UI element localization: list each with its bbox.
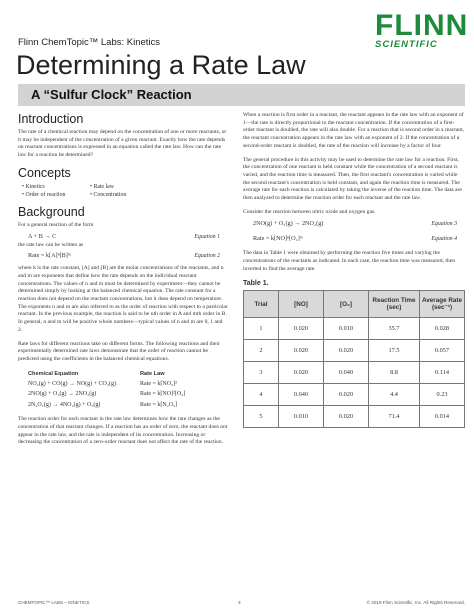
table-cell: 0.014 — [420, 406, 465, 428]
table-row — [244, 384, 465, 406]
chem-row — [28, 389, 228, 400]
left-column — [18, 112, 228, 453]
right-column — [243, 112, 465, 428]
chem-rate-law: Rate = k[N₂O₅] — [140, 401, 178, 408]
chem-header-ratelaw: Rate Law — [140, 370, 165, 377]
equation-4 — [243, 234, 465, 244]
equation-3-text: 2NO(g) + O₂(g) → 2NO₂(g) — [253, 220, 324, 228]
chem-equation: NO₂(g) + CO(g) → NO(g) + CO₂(g) — [28, 380, 116, 387]
background-paragraph: where k is the rate constant, [A] and [B] are the molar concentrations of the reactants, and n and m are exponents that define how the rate depends on the individual reactant concentrations. The values of n and m must be determined by experiment—they cannot be determined simply by looking at the balanced chemical equation. The rate constant for a reaction does not depend on the reactant concentrations, but it does depend on temperature. The exponents n and m are also referred to as the order of reaction with respect to a particular reactant. In the previous example, the reaction is said to be nth order in A and mth order in B. In general, n and m will be positive whole numbers—typical values of n and m are 0, 1 and 2. — [18, 265, 228, 333]
equation-2-tag: Equation 2 — [194, 253, 220, 260]
header-o2: [O₂] — [324, 291, 369, 318]
table-cell: 0.020 — [279, 318, 324, 340]
header-no: [NO] — [279, 291, 324, 318]
header-trial: Trial — [244, 291, 279, 318]
table-cell: 0.020 — [279, 340, 324, 362]
chem-rate-law: Rate = k[NO]²[O₂] — [140, 391, 186, 398]
order-paragraph: When a reaction is first order in a reactant, the reactant appears in the rate law with an exponent of 1—the rate is directly proportional to the reactant concentration. If the concentration of a first-order reactant is doubled, the rate will also double. For a reaction that is second order in a reactant, the reactant concentration appears in the rate law with an exponent of 2. If the concentration of a second-order reactant is doubled, the rate of the reaction will increase by a factor of four. — [243, 112, 465, 149]
concepts-heading: Concepts — [18, 165, 71, 180]
introduction-text: The rate of a chemical reaction may depend on the concentration of one or more reactants, or it may be independent of the concentration of a given reactant. Exactly how the rate depends on reactant concentrations is expressed in an equation called the rate law. How can the rate law for a reaction be determined? — [18, 129, 227, 159]
table-cell: 1 — [244, 318, 279, 340]
equation-1 — [18, 232, 228, 242]
procedure-paragraph: The general procedure in this activity may be used to determine the rate law for a reaction. First, the concentration of one reactant is held constant while the concentration of a second reactant is varied, and the reaction time is measured. Then, the first reactant's concentration is varied while the second reactant's concentration is held constant, and again the reaction time is measured. The average rate for each reaction is calculated by taking the inverse of the reaction time. The data are then analyzed to determine the reaction order for each reactant and the rate law. — [243, 156, 462, 202]
rate-law-paragraph: Rate laws for different reactions take on different forms. The following reactions and their experimentally determined rate laws demonstrate that the order of reaction cannot be predicted using the coefficients in the balanced chemical equations. — [18, 340, 220, 362]
equation-2-text: Rate = k[A]ⁿ[B]ᵐ — [28, 252, 71, 260]
data-paragraph: The data in Table 1 were obtained by performing the reaction five times and varying the concentrations of the reactants as indicated. In each case, the reaction time was measured, then inverted to find the average rate. — [243, 250, 456, 272]
table-cell: 0.114 — [420, 362, 465, 384]
header-average-rate: Average Rate (sec⁻¹) — [420, 291, 465, 318]
equation-1-tag: Equation 1 — [194, 233, 220, 240]
chem-table-header — [28, 370, 228, 379]
equation-4-tag: Equation 4 — [431, 236, 457, 243]
consider-paragraph: Consider the reaction between nitric oxide and oxygen gas. — [243, 208, 376, 215]
table-cell: 0.040 — [324, 362, 369, 384]
table-cell: 0.020 — [324, 406, 369, 428]
chem-row — [28, 400, 228, 411]
table-row — [244, 318, 465, 340]
table-label: Table 1. — [243, 279, 269, 287]
table-cell: 0.040 — [279, 384, 324, 406]
table-cell: 0.020 — [324, 384, 369, 406]
table-row — [244, 340, 465, 362]
page-title: Determining a Rate Law — [16, 50, 306, 80]
logo-subline: SCIENTIFIC — [375, 39, 438, 50]
background-heading: Background — [18, 204, 85, 219]
table-cell: 0.028 — [420, 318, 465, 340]
table-cell: 2 — [244, 340, 279, 362]
chem-rate-law: Rate = k[NO₂]² — [140, 380, 177, 387]
series-label: Flinn ChemTopic™ Labs: Kinetics — [18, 37, 161, 48]
table-cell: 0.23 — [420, 384, 465, 406]
equation-2 — [18, 251, 228, 261]
chem-equation: 2NO(g) + O₂(g) → 2NO₂(g) — [28, 391, 97, 398]
footer-left: CHEMTOPIC™ LABS – KINETICS — [18, 600, 90, 605]
table-cell: 5 — [244, 406, 279, 428]
table-cell: 4.4 — [369, 384, 420, 406]
table-cell: 3 — [244, 362, 279, 384]
table-cell: 0.010 — [279, 406, 324, 428]
equation-3 — [243, 219, 465, 229]
table-header-row — [244, 291, 465, 318]
table-cell: 0.057 — [420, 340, 465, 362]
table-cell: 0.010 — [324, 318, 369, 340]
concepts-list — [22, 183, 228, 199]
table-cell: 71.4 — [369, 406, 420, 428]
header-reaction-time: Reaction Time (sec) — [369, 291, 420, 318]
chem-row — [28, 379, 228, 390]
table-cell: 0.020 — [279, 362, 324, 384]
concept-item: • Kinetics — [22, 183, 45, 190]
table-cell: 4 — [244, 384, 279, 406]
background-intro: For a general reaction of the form — [18, 221, 94, 228]
table-cell: 0.020 — [324, 340, 369, 362]
data-table — [243, 290, 465, 428]
footer-right: © 2016 Flinn Scientific, Inc. All Rights Reserved. — [366, 600, 465, 605]
concept-item: • Rate law — [90, 183, 114, 190]
subtitle: A “Sulfur Clock” Reaction — [31, 87, 192, 102]
equation-3-tag: Equation 3 — [431, 221, 457, 228]
table-cell: 17.5 — [369, 340, 420, 362]
chem-header-equation: Chemical Equation — [28, 370, 79, 377]
equation-4-text: Rate = k[NO]ⁿ[O₂]ᵐ — [253, 235, 303, 243]
equation-1-text: A + B → C — [28, 232, 57, 240]
concept-item: • Concentration — [90, 191, 127, 198]
chem-equation: 2N₂O₅(g) → 4NO₂(g) + O₂(g) — [28, 401, 101, 408]
reaction-order-paragraph: The reaction order for each reactant in the rate law determines how the rate changes as the concentration of that reactant changes. If a reaction has an order of zero, the reactant does not appear in the rate law, and the rate is independent of its concentration. Increasing or decreasing the concentration of a zero-order reactant does not affect the rate of the reaction. — [18, 416, 228, 446]
introduction-heading: Introduction — [18, 112, 84, 126]
table-cell: 35.7 — [369, 318, 420, 340]
table-row — [244, 406, 465, 428]
subtitle-banner — [18, 84, 465, 106]
table-cell: 8.8 — [369, 362, 420, 384]
flinn-logo — [375, 9, 469, 50]
table-row — [244, 362, 465, 384]
concept-item: • Order of reaction — [22, 191, 66, 198]
background-mid: the rate law can be written as — [18, 241, 84, 248]
logo-wordmark: FLINN — [375, 9, 469, 42]
footer-page-number: 3 — [238, 600, 241, 605]
